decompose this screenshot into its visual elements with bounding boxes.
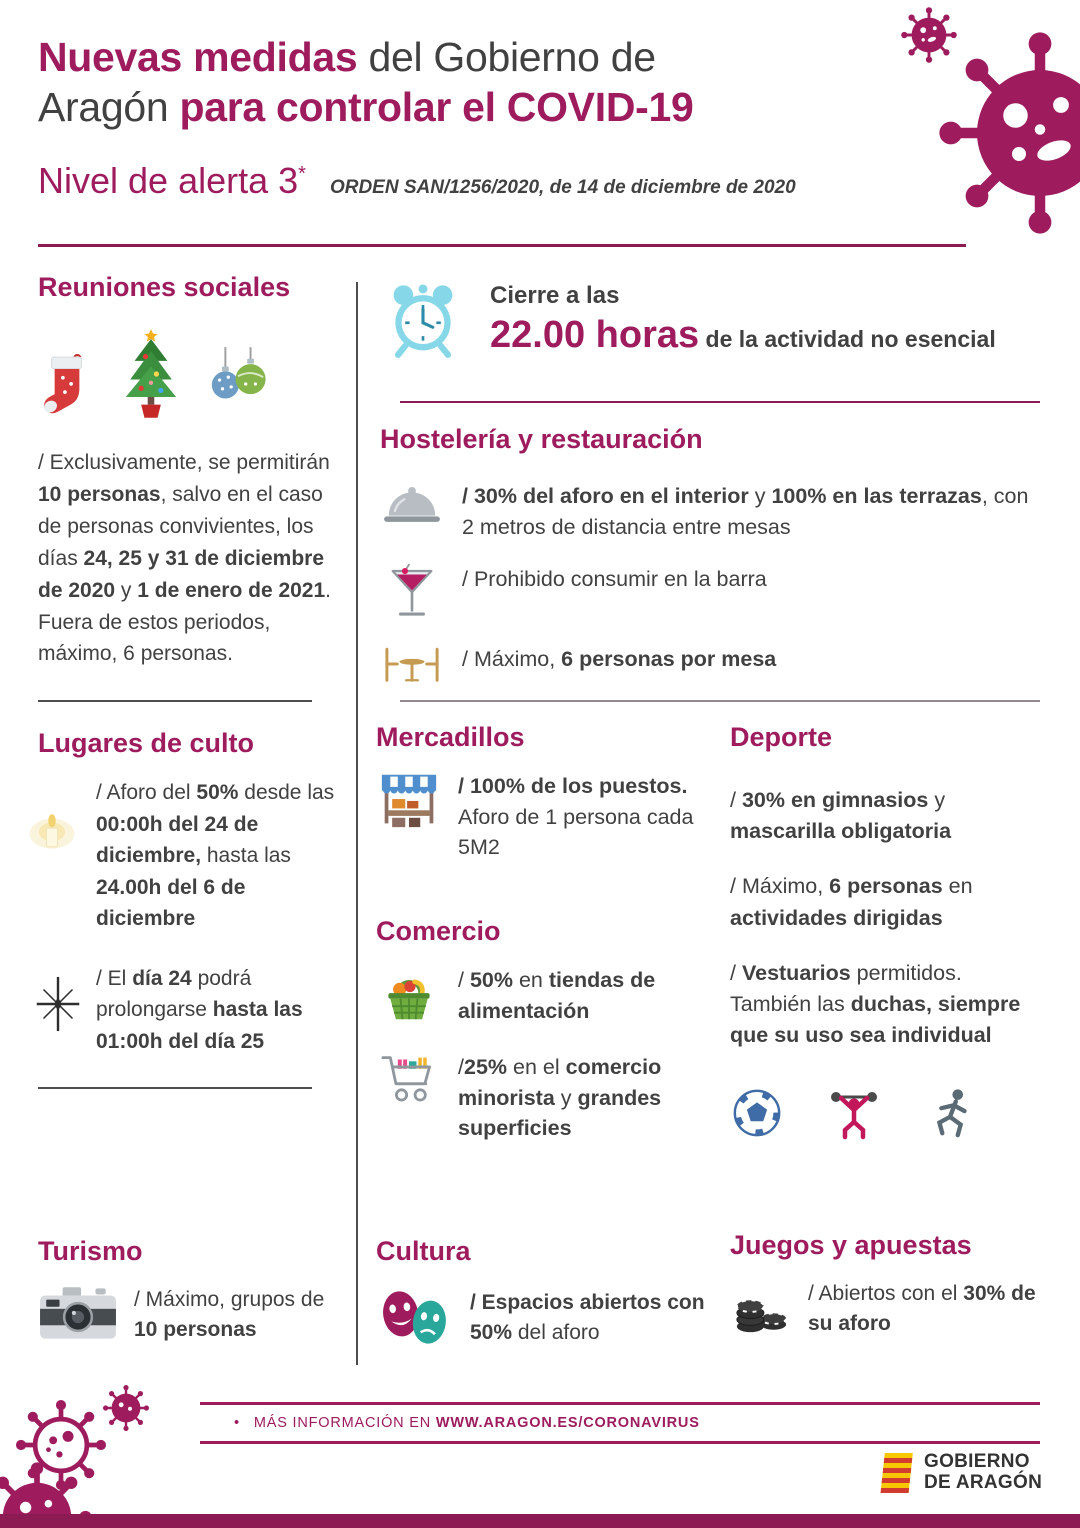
alert-asterisk: *	[298, 163, 306, 186]
section-juegos-apuestas	[730, 1230, 1046, 1340]
theater-masks-icon	[376, 1285, 454, 1351]
section-deporte	[730, 722, 1046, 1141]
culto-item	[38, 963, 336, 1058]
cultura-title: Cultura	[376, 1236, 471, 1266]
alarm-clock-icon	[382, 278, 464, 364]
stocking-icon	[38, 353, 96, 421]
vertical-divider	[356, 282, 358, 1365]
basket-icon	[376, 965, 442, 1023]
deporte-item-text: / Máximo, 6 personas en actividades dirigidas	[730, 874, 973, 930]
mercadillos-title: Mercadillos	[376, 722, 525, 752]
reuniones-title: Reuniones sociales	[38, 272, 291, 302]
gobierno-aragon-logo	[878, 1450, 1042, 1496]
cierre-line1: Cierre a las	[490, 282, 620, 309]
cultura-text: / Espacios abiertos con 50% del aforo	[470, 1290, 705, 1344]
title-line-2: Aragón para controlar el COVID-19	[38, 84, 694, 131]
cloche-icon	[380, 481, 444, 527]
christmas-icons-row	[38, 321, 336, 421]
header	[38, 32, 918, 202]
footer-info-bar	[200, 1402, 1040, 1444]
juegos-title: Juegos y apuestas	[730, 1230, 972, 1260]
logo-line-2: DE ARAGÓN	[924, 1472, 1043, 1493]
hosteleria-item-text: / Máximo, 6 personas por mesa	[462, 647, 777, 672]
comercio-item	[376, 965, 708, 1026]
hosteleria-item-text: / 30% del aforo en el interior y 100% en las terrazas, con 2 metros de distancia entre mesas	[462, 484, 1029, 539]
virus-icon	[102, 1384, 150, 1432]
turismo-title: Turismo	[38, 1236, 143, 1266]
section-cierre	[382, 278, 1040, 364]
sport-icons-row	[730, 1085, 1046, 1141]
comercio-item-text: /25% en el comercio minorista y grandes superficies	[458, 1055, 662, 1141]
hosteleria-item	[380, 644, 1042, 684]
juegos-text: / Abiertos con el 30% de su aforo	[808, 1282, 1036, 1336]
divider	[38, 1087, 312, 1089]
hosteleria-title: Hostelería y restauración	[380, 424, 703, 454]
cierre-time: 22.00 horas	[490, 314, 700, 356]
mercadillos-text: / 100% de los puestos. Aforo de 1 persona cada 5M2	[458, 774, 694, 860]
turismo-text: / Máximo, grupos de 10 personas	[134, 1288, 325, 1342]
comercio-item	[376, 1052, 708, 1144]
weightlifter-icon	[826, 1085, 882, 1141]
divider	[400, 401, 1040, 403]
header-divider	[38, 244, 966, 247]
table-chairs-icon	[380, 644, 444, 684]
culto-title: Lugares de culto	[38, 728, 255, 759]
hosteleria-item	[380, 564, 1042, 622]
page-title	[38, 32, 918, 132]
divider	[400, 700, 1040, 702]
section-hosteleria	[380, 424, 1042, 706]
cierre-suffix: de la actividad no esencial	[699, 326, 996, 352]
virus-icon	[935, 28, 1080, 238]
baubles-icon	[206, 345, 268, 421]
aragon-shield-icon	[878, 1450, 914, 1496]
deporte-item-text: / 30% en gimnasios y mascarilla obligatoria	[730, 788, 952, 844]
candle-icon	[22, 801, 82, 859]
divider	[38, 700, 312, 702]
cocktail-icon	[380, 564, 444, 622]
gobierno-aragon-text	[924, 1452, 1042, 1494]
section-mercadillos	[376, 722, 696, 889]
reuniones-text: / Exclusivamente, se permitirán 10 personas, salvo en el caso de personas convivientes, los días 24, 25 y 31 de diciembre de 2020 y 1 de enero de 2021. Fuera de estos periodos, máximo, 6 personas.	[38, 451, 332, 666]
camera-icon	[38, 1285, 118, 1345]
poker-chips-icon	[730, 1281, 792, 1337]
bottom-accent-bar	[0, 1514, 1080, 1528]
section-turismo	[38, 1236, 343, 1346]
shopping-cart-icon	[376, 1052, 442, 1108]
comercio-item-text: / 50% en tiendas de alimentación	[458, 968, 656, 1023]
comercio-title: Comercio	[376, 916, 501, 946]
soccer-ball-icon	[730, 1086, 784, 1140]
footer-info-prefix: MÁS INFORMACIÓN EN	[253, 1415, 436, 1431]
footer-info-text	[254, 1415, 700, 1431]
deporte-title: Deporte	[730, 722, 833, 752]
section-reuniones-sociales	[38, 272, 336, 1115]
hosteleria-item-text: / Prohibido consumir en la barra	[462, 567, 767, 592]
star-icon	[28, 975, 88, 1033]
cierre-text	[490, 278, 996, 357]
section-cultura	[376, 1236, 710, 1351]
market-stall-icon	[376, 771, 442, 829]
mercadillos-item	[376, 771, 696, 863]
deporte-item-text: / Vestuarios permitidos. También las duchas, siempre que su uso sea individual	[730, 960, 1021, 1048]
logo-line-1: GOBIERNO	[924, 1451, 1030, 1473]
runner-icon	[924, 1085, 978, 1141]
section-comercio	[376, 916, 708, 1170]
hosteleria-item	[380, 481, 1042, 542]
alert-level-text: Nivel de alerta 3	[38, 160, 299, 202]
christmas-tree-icon	[116, 327, 186, 421]
title-line-1: Nuevas medidas del Gobierno de	[38, 34, 656, 80]
order-reference: ORDEN SAN/1256/2020, de 14 de diciembre de 2020	[329, 177, 796, 199]
culto-item	[38, 777, 336, 935]
culto-item-text: / Aforo del 50% desde las 00:00h del 24 de diciembre, hasta las 24.00h del 6 de diciembre	[96, 781, 335, 931]
footer-bullet: •	[234, 1415, 240, 1431]
culto-item-text: / El día 24 podrá prolongarse hasta las 01:00h del día 25	[96, 966, 303, 1053]
alert-level	[38, 160, 306, 202]
footer-info-url[interactable]: WWW.ARAGON.ES/CORONAVIRUS	[435, 1415, 700, 1431]
